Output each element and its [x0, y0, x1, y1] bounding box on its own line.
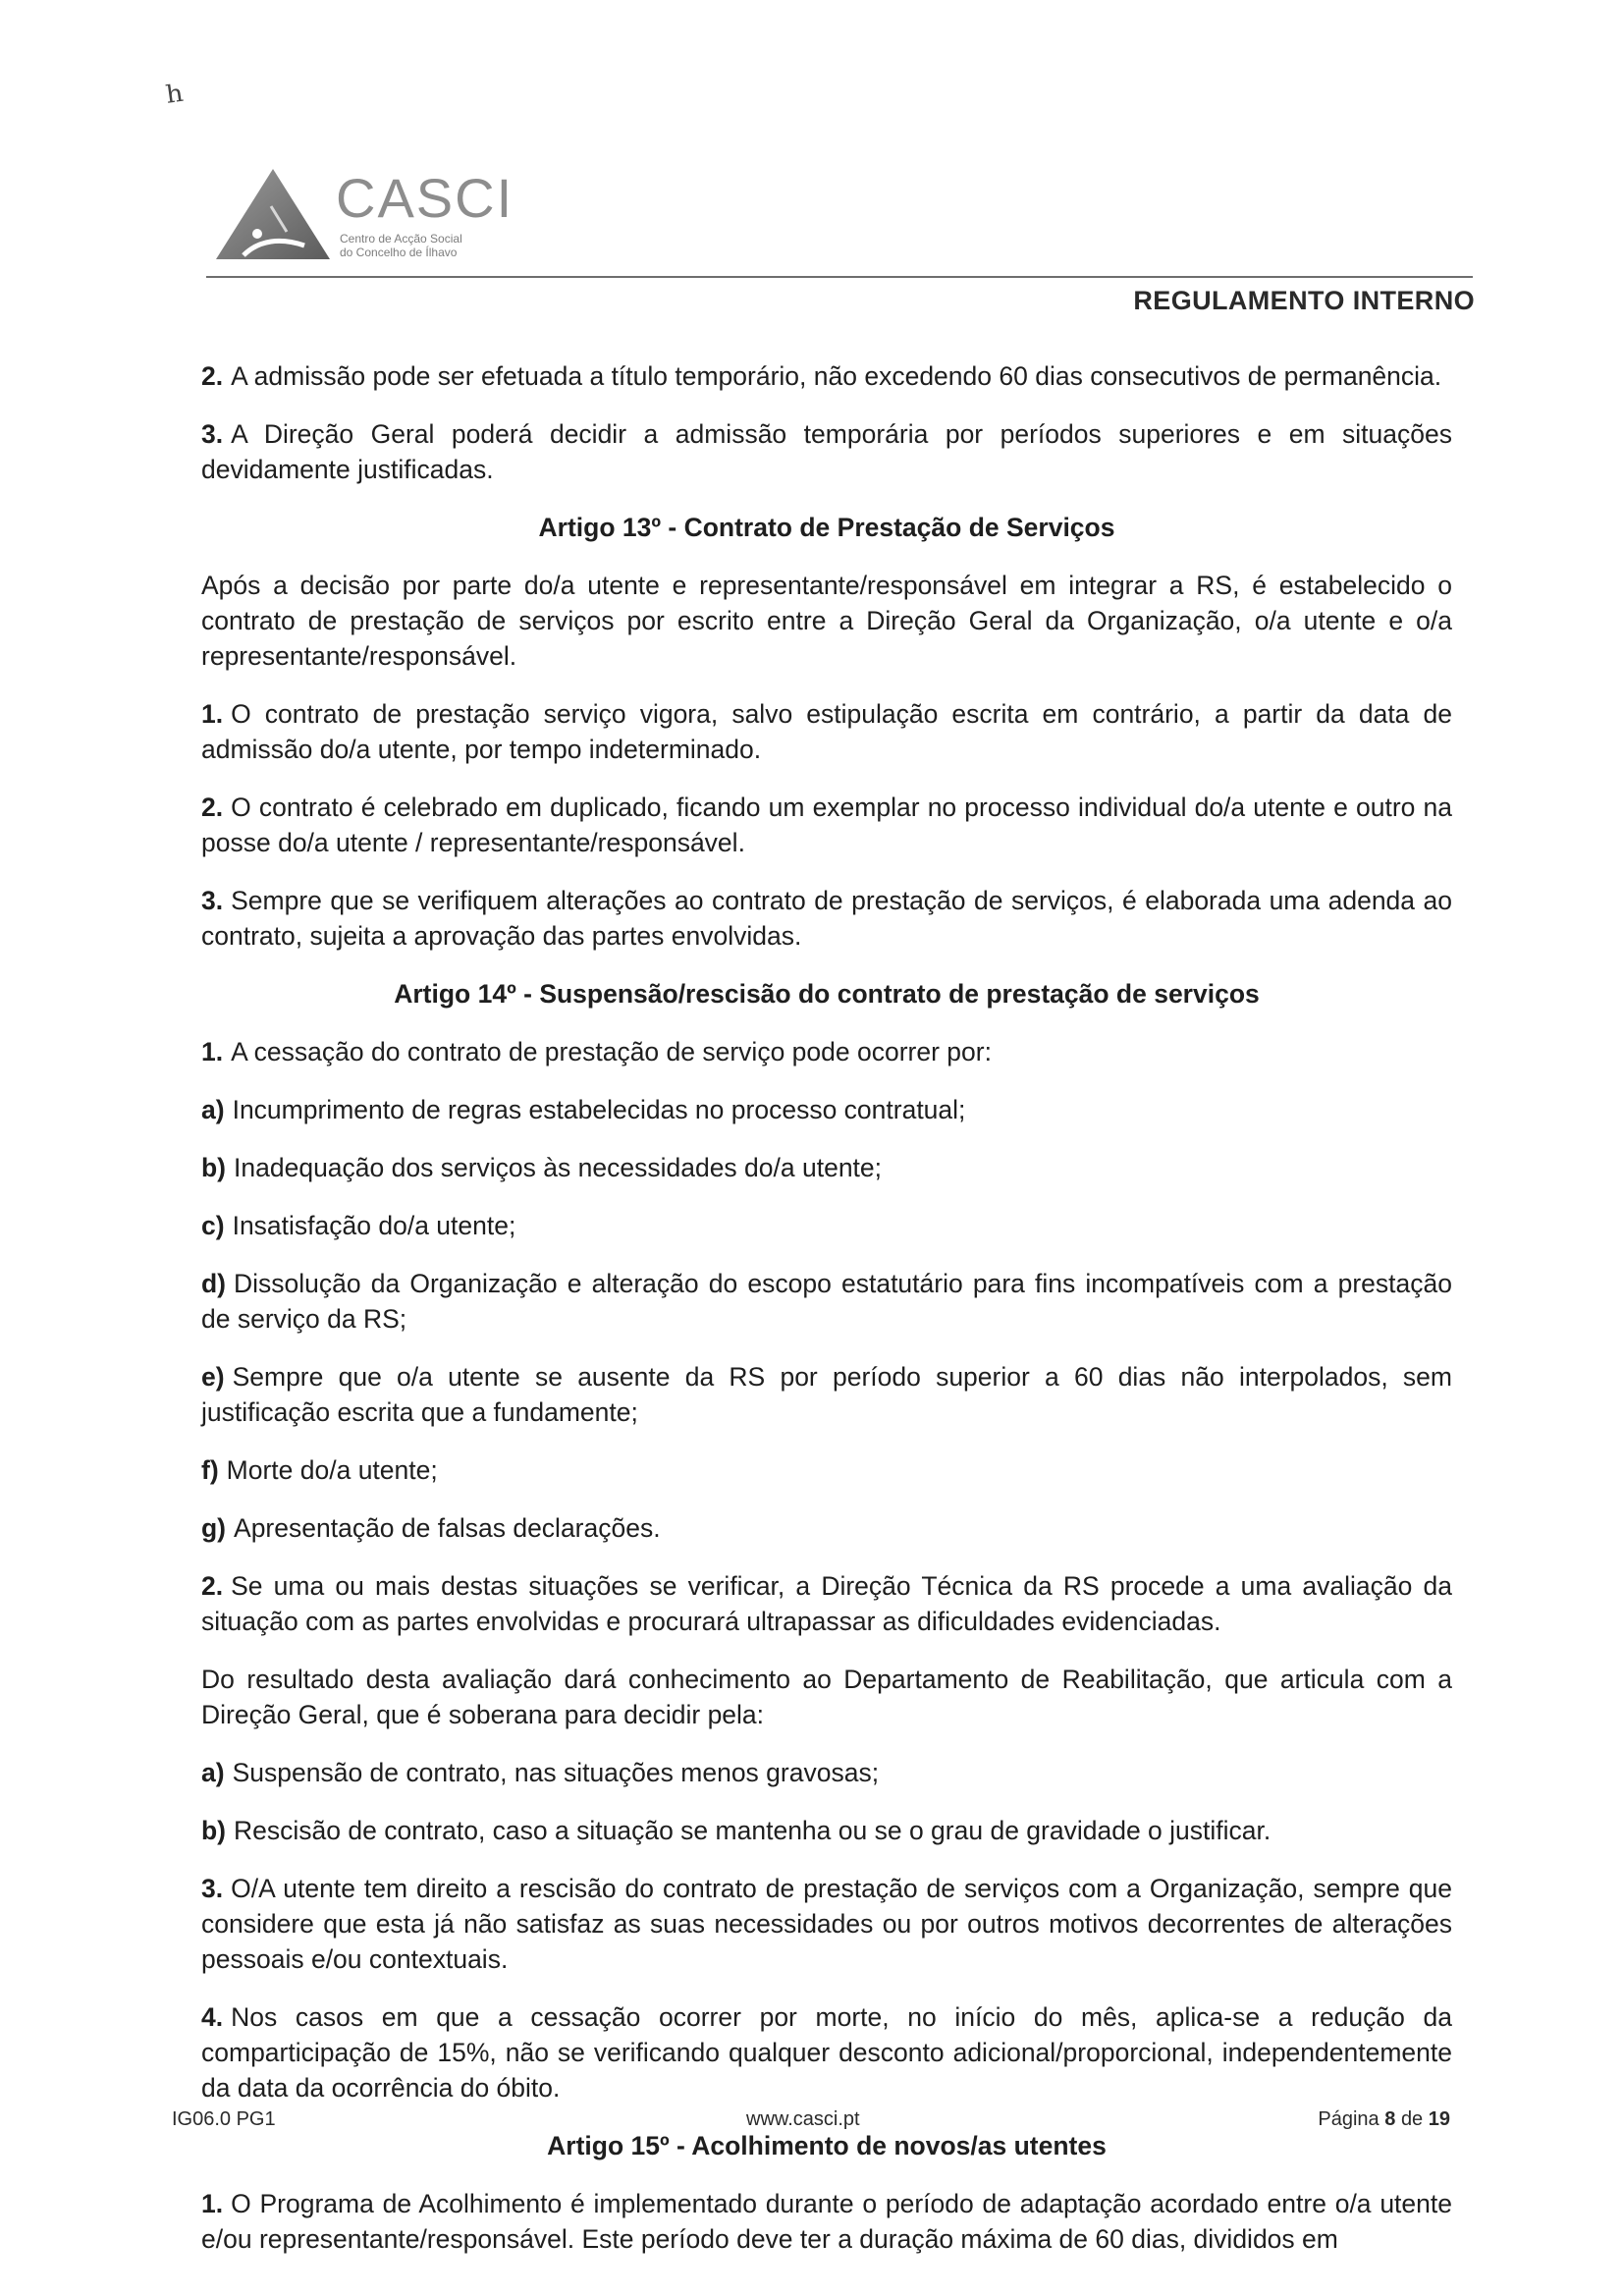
list-item-text: Rescisão de contrato, caso a situação se mantenha ou se o grau de gravidade o justificar.	[234, 1816, 1271, 1845]
logo-name: CASCI	[336, 167, 514, 229]
paragraph-text: Nos casos em que a cessação ocorrer por morte, no início do mês, aplica-se a redução da comparticipação de 15%, não se verificando qualquer desconto adicional/proporcional, independentemente da data da ocorrência do óbito.	[201, 2002, 1452, 2103]
item-number: 4.	[201, 2002, 224, 2032]
list-item	[201, 1092, 1452, 1127]
paragraph-text: A cessação do contrato de prestação de serviço pode ocorrer por:	[231, 1037, 992, 1066]
item-number: 1.	[201, 2189, 224, 2218]
list-item-text: Suspensão de contrato, nas situações menos gravosas;	[232, 1758, 880, 1787]
item-letter: e)	[201, 1362, 225, 1392]
paragraph: Após a decisão por parte do/a utente e representante/responsável em integrar a RS, é estabelecido o contrato de prestação de serviços por escrito entre a Direção Geral da Organização, o/a utente e o/a representante/responsável.	[201, 571, 1452, 671]
paragraph-text: Se uma ou mais destas situações se verificar, a Direção Técnica da RS procede a uma avaliação da situação com as partes envolvidas e procurará ultrapassar as dificuldades evidenciadas.	[201, 1571, 1452, 1636]
list-item-text: Incumprimento de regras estabelecidas no processo contratual;	[232, 1095, 966, 1124]
article-15-heading: Artigo 15º - Acolhimento de novos/as utentes	[547, 2131, 1107, 2160]
item-number: 3.	[201, 886, 224, 915]
item-number: 1.	[201, 1037, 224, 1066]
article-14-heading: Artigo 14º - Suspensão/rescisão do contrato de prestação de serviços	[394, 979, 1260, 1009]
paragraph	[201, 1034, 1452, 1069]
page-label: Página	[1318, 2108, 1380, 2130]
list-item-text: Insatisfação do/a utente;	[232, 1211, 516, 1240]
list-item	[201, 1452, 1452, 1488]
logo-subtitle-line1: Centro de Acção Social	[340, 232, 462, 246]
list-item-text: Apresentação de falsas declarações.	[234, 1513, 661, 1543]
item-letter: b)	[201, 1153, 227, 1182]
list-item	[201, 1359, 1452, 1430]
paragraph	[201, 790, 1452, 860]
item-letter: b)	[201, 1816, 227, 1845]
list-item	[201, 1208, 1452, 1243]
paragraph	[201, 1568, 1452, 1639]
paragraph-text: A Direção Geral poderá decidir a admissão temporária por períodos superiores e em situações devidamente justificadas.	[201, 419, 1452, 484]
list-item-text: Inadequação dos serviços às necessidades do/a utente;	[234, 1153, 883, 1182]
logo-subtitle-line2: do Concelho de Ílhavo	[340, 246, 458, 259]
current-page: 8	[1384, 2108, 1396, 2130]
document-body	[201, 358, 1452, 2279]
logo-triangle-icon	[214, 167, 332, 261]
item-letter: d)	[201, 1269, 227, 1298]
list-item	[201, 1813, 1452, 1848]
document-code: IG06.0 PG1	[172, 2108, 276, 2130]
list-item-text: Morte do/a utente;	[226, 1455, 438, 1485]
article-13-heading: Artigo 13º - Contrato de Prestação de Serviços	[538, 513, 1115, 542]
paragraph-text: Sempre que se verifiquem alterações ao contrato de prestação de serviços, é elaborada uma adenda ao contrato, sujeita a aprovação das partes envolvidas.	[201, 886, 1452, 951]
page-of-label: de	[1400, 2108, 1424, 2130]
item-number: 3.	[201, 1874, 224, 1903]
casci-logo	[214, 167, 514, 265]
item-letter: a)	[201, 1758, 225, 1787]
item-letter: g)	[201, 1513, 227, 1543]
paragraph-text: O contrato é celebrado em duplicado, ficando um exemplar no processo individual do/a utente e outro na posse do/a utente / representante/responsável.	[201, 793, 1452, 857]
list-item	[201, 1150, 1452, 1185]
item-number: 2.	[201, 1571, 224, 1601]
paragraph	[201, 416, 1452, 487]
item-number: 1.	[201, 699, 224, 729]
document-title: REGULAMENTO INTERNO	[1133, 286, 1475, 315]
list-item	[201, 1510, 1452, 1546]
paragraph-text: A admissão pode ser efetuada a título temporário, não excedendo 60 dias consecutivos de permanência.	[231, 361, 1442, 391]
logo-subtitle	[340, 232, 462, 259]
item-number: 2.	[201, 793, 224, 822]
page-counter	[1318, 2108, 1450, 2131]
paragraph: Do resultado desta avaliação dará conhecimento ao Departamento de Reabilitação, que articula com a Direção Geral, que é soberana para decidir pela:	[201, 1665, 1452, 1729]
item-number: 3.	[201, 419, 224, 449]
list-item-text: Sempre que o/a utente se ausente da RS por período superior a 60 dias não interpolados, sem justificação escrita que a fundamente;	[201, 1362, 1452, 1427]
website-link[interactable]: www.casci.pt	[746, 2108, 860, 2130]
list-item-text: Dissolução da Organização e alteração do escopo estatutário para fins incompatíveis com a prestação de serviço da RS;	[201, 1269, 1452, 1334]
paragraph	[201, 696, 1452, 767]
paragraph	[201, 2186, 1452, 2257]
paragraph-text: O contrato de prestação serviço vigora, salvo estipulação escrita em contrário, a partir da data de admissão do/a utente, por tempo indeterminado.	[201, 699, 1452, 764]
header-divider	[206, 276, 1473, 278]
list-item	[201, 1755, 1452, 1790]
item-number: 2.	[201, 361, 224, 391]
list-item	[201, 1266, 1452, 1337]
paragraph	[201, 1871, 1452, 1977]
item-letter: f)	[201, 1455, 219, 1485]
item-letter: c)	[201, 1211, 225, 1240]
page-number-mark: ʰ	[163, 75, 189, 129]
paragraph-text: O Programa de Acolhimento é implementado durante o período de adaptação acordado entre o/a utente e/ou representante/responsável. Este período deve ter a duração máxima de 60 dias, divididos em	[201, 2189, 1452, 2254]
paragraph-text: O/A utente tem direito a rescisão do contrato de prestação de serviços com a Organização, sempre que considere que esta já não satisfaz as suas necessidades ou por outros motivos decorrentes de alterações pessoais e/ou contextuais.	[201, 1874, 1452, 1974]
total-pages: 19	[1428, 2108, 1450, 2130]
paragraph	[201, 358, 1452, 394]
paragraph	[201, 883, 1452, 954]
item-letter: a)	[201, 1095, 225, 1124]
paragraph	[201, 1999, 1452, 2105]
